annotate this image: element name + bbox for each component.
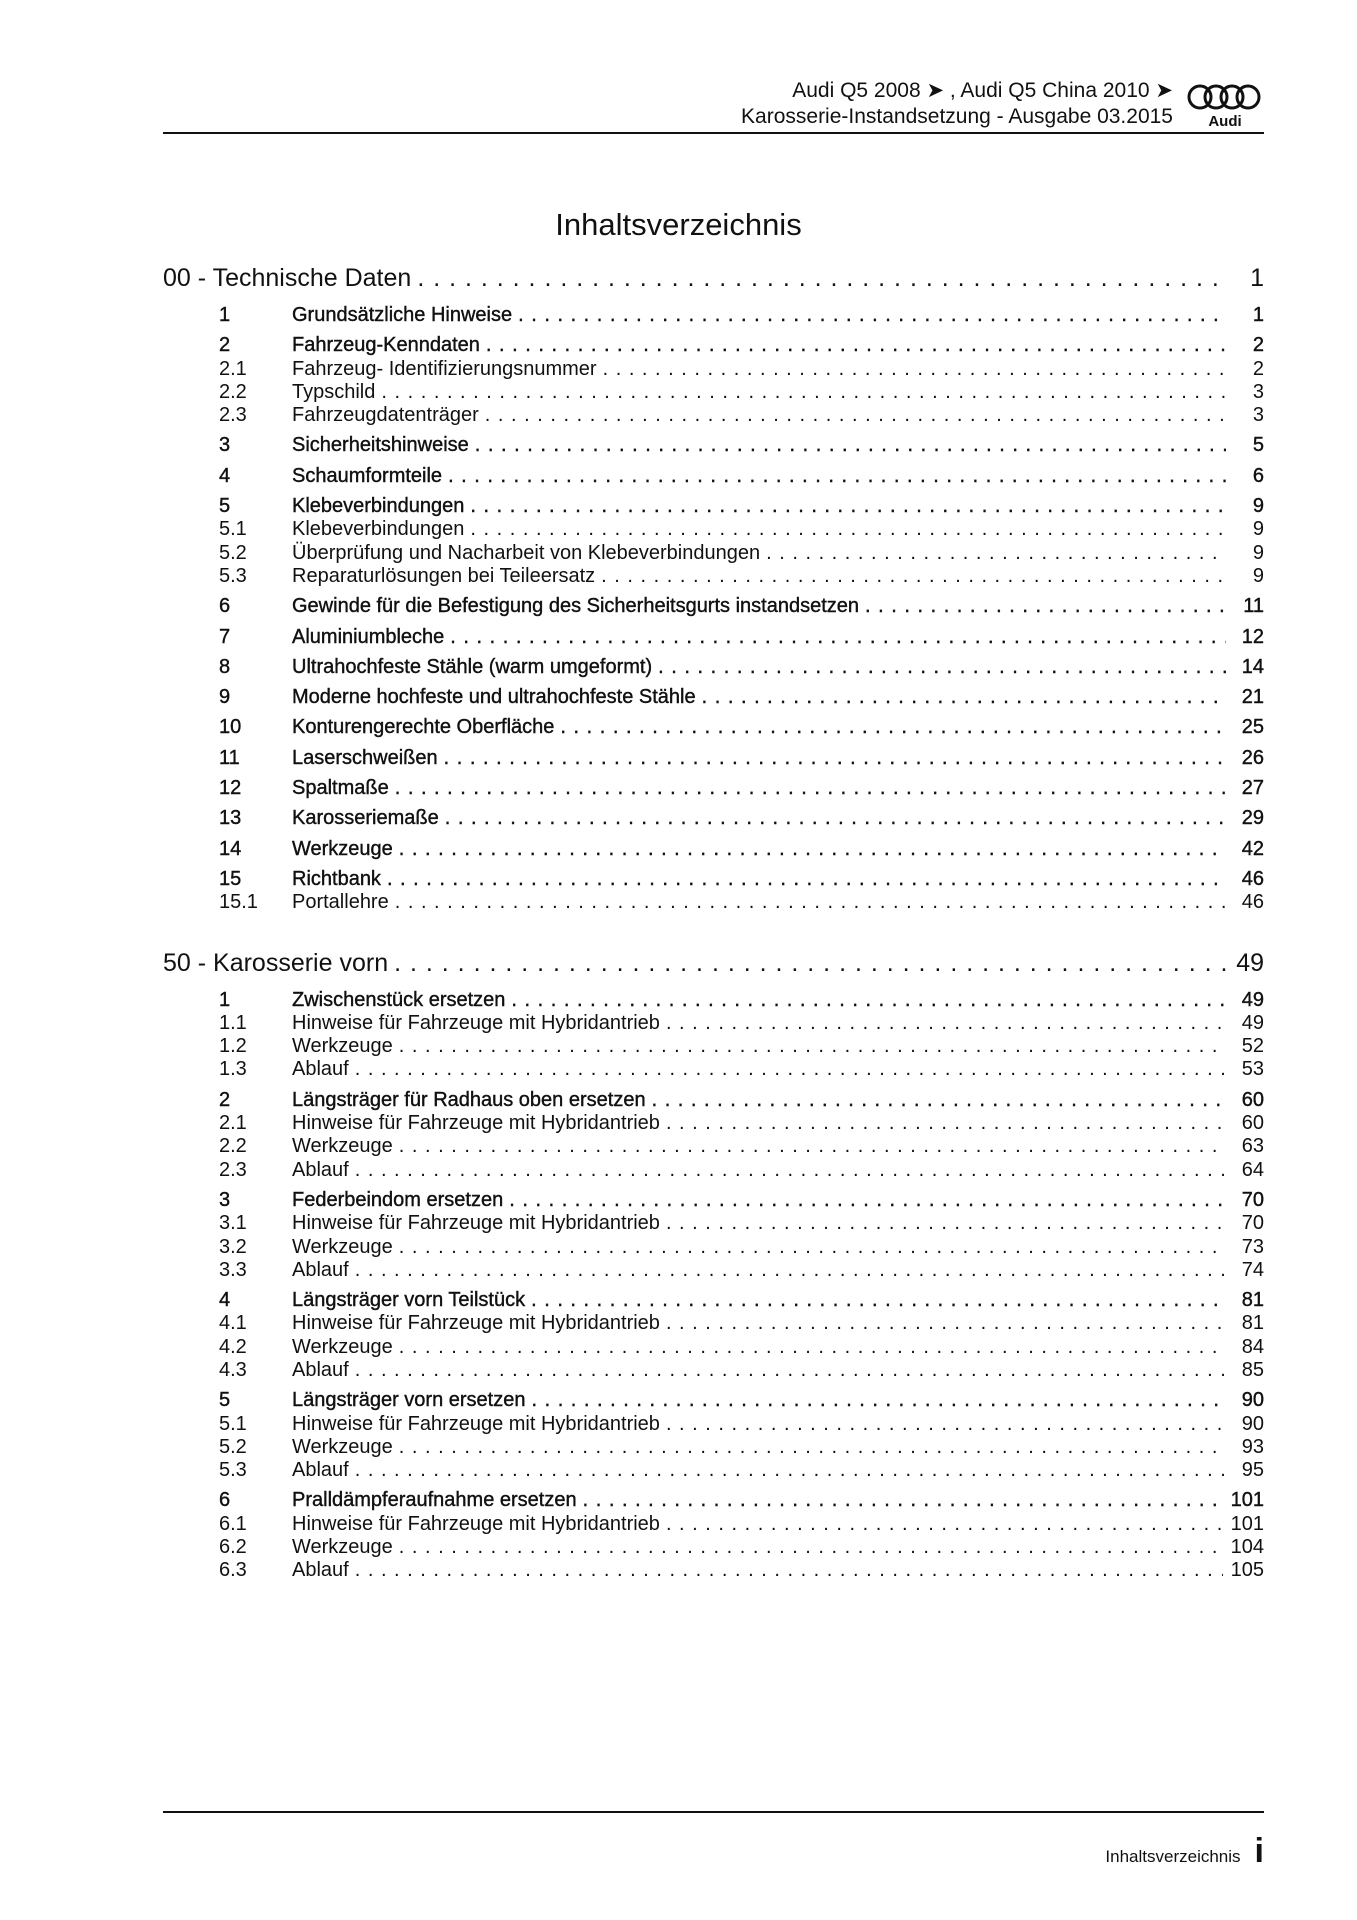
toc-leader-dots	[399, 1336, 1226, 1359]
toc-leader-dots	[560, 716, 1226, 739]
toc-entry-number: 1.2	[219, 1035, 247, 1058]
toc-leader-dots	[603, 358, 1226, 381]
toc-leader-dots	[399, 1135, 1226, 1158]
toc-leader-dots	[445, 807, 1226, 830]
toc-entry-title: Schaumformteile	[292, 464, 443, 487]
toc-entry-page: 60	[1241, 1088, 1264, 1111]
toc-entry-page: 9	[1252, 541, 1264, 564]
toc-section[interactable]	[163, 595, 1264, 618]
toc-leader-dots	[355, 1559, 1223, 1582]
toc-leader-dots	[766, 542, 1226, 565]
toc-entry-title: Ablauf	[292, 1559, 349, 1582]
toc-leader-dots	[355, 1259, 1226, 1282]
toc-section[interactable]	[163, 334, 1264, 357]
toc-leader-dots	[355, 1058, 1226, 1081]
toc-section[interactable]	[163, 989, 1264, 1012]
toc-leader-dots	[601, 565, 1226, 588]
toc-entry-title: Pralldämpferaufnahme ersetzen	[292, 1489, 577, 1512]
page-footer	[1105, 1832, 1264, 1871]
toc-subsection[interactable]	[163, 1336, 1264, 1359]
toc-section[interactable]	[163, 656, 1264, 679]
toc-leader-dots	[865, 595, 1226, 618]
logo-wordmark: Audi	[1208, 113, 1242, 130]
toc-entry-title: Federbeindom ersetzen	[292, 1188, 504, 1211]
toc-entry-title: Sicherheitshinweise	[292, 434, 469, 457]
toc-entry-number: 10	[219, 716, 242, 739]
toc-entry-page: 26	[1241, 746, 1264, 769]
toc-leader-dots	[450, 626, 1226, 649]
toc-entry-title: Fahrzeug- Identifizierungsnummer	[292, 357, 597, 380]
toc-leader-dots	[531, 1289, 1226, 1312]
toc-entry-number: 2.1	[219, 1112, 247, 1135]
toc-subsection[interactable]	[163, 542, 1264, 565]
toc-entry-page: 70	[1241, 1188, 1264, 1211]
toc-leader-dots	[399, 1236, 1226, 1259]
toc-entry-page: 14	[1241, 655, 1264, 678]
toc-entry-number: 13	[219, 807, 242, 830]
toc-leader-dots	[485, 404, 1226, 427]
toc-leader-dots	[395, 777, 1226, 800]
toc-subsection[interactable]	[163, 1159, 1264, 1182]
toc-entry-title: Spaltmaße	[292, 777, 389, 800]
toc-leader-dots	[658, 656, 1226, 679]
toc-leader-dots	[399, 1436, 1226, 1459]
toc-entry-number: 1.3	[219, 1058, 247, 1081]
toc-entry-number: 5	[219, 495, 231, 518]
toc-entry-number: 9	[219, 686, 231, 709]
toc-subsection[interactable]	[163, 404, 1264, 427]
toc-entry-page: 46	[1241, 867, 1264, 890]
toc-leader-dots	[509, 1189, 1226, 1212]
toc-leader-dots	[355, 1359, 1226, 1382]
toc-entry-page: 81	[1241, 1312, 1264, 1335]
toc-entry-title: Moderne hochfeste und ultrahochfeste Stähle	[292, 686, 696, 709]
toc-section[interactable]	[163, 465, 1264, 488]
toc-entry-number: 7	[219, 625, 231, 648]
toc-entry-title: Werkzeuge	[292, 1235, 393, 1258]
toc-entry-title: Gewinde für die Befestigung des Sicherheitsgurts instandsetzen	[292, 595, 860, 618]
toc-entry-number: 1.1	[219, 1011, 247, 1034]
toc-section[interactable]	[163, 868, 1264, 891]
toc-entry-title: Werkzeuge	[292, 1135, 393, 1158]
toc-entry-title: Klebeverbindungen	[292, 495, 465, 518]
toc-entry-title: Richtbank	[292, 867, 381, 890]
toc-leader-dots	[448, 465, 1226, 488]
toc-entry-page: 2	[1252, 357, 1264, 380]
toc-entry-title: Längsträger für Radhaus oben ersetzen	[292, 1088, 646, 1111]
toc-entry-page: 95	[1241, 1459, 1264, 1482]
toc-section[interactable]	[163, 716, 1264, 739]
toc-entry-number: 2.1	[219, 357, 247, 380]
toc-entry-page: 6	[1252, 464, 1264, 487]
toc-chapter-page: 49	[1236, 948, 1264, 977]
toc-section[interactable]	[163, 626, 1264, 649]
toc-entry-page: 9	[1252, 564, 1264, 587]
toc-entry-number: 3.2	[219, 1235, 247, 1258]
toc-entry-number: 5.2	[219, 1435, 247, 1458]
toc-leader-dots	[355, 1459, 1226, 1482]
toc-entry-page: 3	[1252, 404, 1264, 427]
toc-entry-number: 6.2	[219, 1536, 247, 1559]
toc-entry-title: Werkzeuge	[292, 837, 393, 860]
toc-entry-number: 8	[219, 655, 231, 678]
toc-entry-number: 1	[219, 304, 231, 326]
toc-entry-number: 4	[219, 464, 231, 487]
toc-subsection[interactable]	[163, 1436, 1264, 1459]
header-text	[741, 78, 1173, 130]
toc-section[interactable]	[163, 495, 1264, 518]
toc-entry-title: Ultrahochfeste Stähle (warm umgeformt)	[292, 655, 653, 678]
toc-entry-number: 4.1	[219, 1312, 247, 1335]
page-title: Inhaltsverzeichnis	[555, 206, 802, 242]
toc-entry-page: 53	[1241, 1058, 1264, 1081]
toc-entry-title: Karosseriemaße	[292, 807, 439, 830]
toc-entry-title: Hinweise für Fahrzeuge mit Hybridantrieb	[292, 1011, 660, 1034]
toc-entry-page: 70	[1241, 1212, 1264, 1235]
toc-subsection[interactable]	[163, 1035, 1264, 1058]
table-of-contents	[163, 264, 1264, 1583]
toc-leader-dots	[394, 949, 1226, 978]
toc-entry-title: Klebeverbindungen	[292, 518, 465, 541]
header-subtitle: Karosserie-Instandsetzung - Ausgabe 03.2015	[741, 105, 1173, 128]
toc-leader-dots	[666, 1312, 1226, 1335]
toc-leader-dots	[399, 1536, 1223, 1559]
toc-entry-page: 5	[1252, 434, 1264, 457]
toc-entry-number: 5.1	[219, 1412, 247, 1435]
toc-entry-number: 11	[219, 746, 240, 769]
toc-entry-title: Fahrzeugdatenträger	[292, 404, 479, 427]
toc-entry-number: 3	[219, 1188, 231, 1211]
toc-chapter[interactable]	[163, 264, 1264, 304]
toc-entry-number: 14	[219, 837, 242, 860]
toc-entry-number: 1	[219, 988, 231, 1011]
audi-logo-icon	[1185, 82, 1265, 130]
toc-chapter-title: 50 - Karosserie vorn	[163, 948, 389, 977]
toc-entry-number: 2	[219, 334, 231, 357]
toc-leader-dots	[395, 891, 1226, 914]
toc-subsection[interactable]	[163, 518, 1264, 541]
toc-entry-page: 81	[1241, 1289, 1264, 1312]
toc-entry-number: 2	[219, 1088, 231, 1111]
toc-section[interactable]	[163, 304, 1264, 327]
toc-leader-dots	[387, 868, 1226, 891]
toc-entry-number: 6	[219, 1489, 231, 1512]
toc-entry-number: 5.3	[219, 1459, 247, 1482]
toc-section[interactable]	[163, 838, 1264, 861]
toc-entry-number: 2.3	[219, 404, 247, 427]
toc-entry-page: 42	[1241, 837, 1264, 860]
toc-entry-number: 2.3	[219, 1158, 247, 1181]
header-title: Audi Q5 2008 ➤ , Audi Q5 China 2010 ➤	[792, 79, 1173, 102]
toc-section[interactable]	[163, 807, 1264, 830]
toc-subsection[interactable]	[163, 1058, 1264, 1081]
toc-chapter[interactable]	[163, 949, 1264, 989]
toc-entry-number: 5.3	[219, 564, 247, 587]
toc-entry-page: 1	[1252, 304, 1264, 326]
toc-entry-title: Längsträger vorn ersetzen	[292, 1389, 526, 1412]
toc-section[interactable]	[163, 1489, 1264, 1512]
toc-entry-title: Ablauf	[292, 1058, 349, 1081]
toc-subsection[interactable]	[163, 1559, 1264, 1582]
toc-entry-title: Portallehre	[292, 891, 389, 914]
toc-leader-dots	[666, 1413, 1226, 1436]
toc-entry-page: 84	[1241, 1335, 1264, 1358]
toc-section[interactable]	[163, 1389, 1264, 1412]
toc-entry-page: 49	[1241, 988, 1264, 1011]
toc-leader-dots	[381, 381, 1226, 404]
footer-label: Inhaltsverzeichnis	[1105, 1847, 1241, 1866]
toc-entry-title: Konturengerechte Oberfläche	[292, 716, 555, 739]
toc-entry-number: 4.2	[219, 1335, 247, 1358]
toc-entry-number: 3	[219, 434, 231, 457]
toc-entry-page: 90	[1241, 1389, 1264, 1412]
toc-entry-title: Ablauf	[292, 1258, 349, 1281]
toc-leader-dots	[355, 1159, 1226, 1182]
toc-entry-title: Hinweise für Fahrzeuge mit Hybridantrieb	[292, 1312, 660, 1335]
toc-entry-number: 3.3	[219, 1258, 247, 1281]
toc-entry-number: 6	[219, 595, 231, 618]
toc-entry-page: 60	[1241, 1112, 1264, 1135]
toc-entry-page: 105	[1230, 1559, 1264, 1582]
toc-entry-page: 49	[1241, 1011, 1264, 1034]
toc-entry-title: Zwischenstück ersetzen	[292, 988, 506, 1011]
toc-entry-page: 9	[1252, 495, 1264, 518]
toc-entry-page: 2	[1252, 334, 1264, 357]
toc-leader-dots	[666, 1112, 1226, 1135]
toc-section[interactable]	[163, 777, 1264, 800]
toc-subsection[interactable]	[163, 1536, 1264, 1559]
toc-entry-page: 63	[1241, 1135, 1264, 1158]
toc-entry-title: Grundsätzliche Hinweise	[292, 304, 513, 326]
toc-entry-page: 25	[1241, 716, 1264, 739]
page-header	[163, 78, 1265, 134]
toc-leader-dots	[666, 1212, 1226, 1235]
toc-entry-number: 15	[219, 867, 242, 890]
toc-entry-title: Hinweise für Fahrzeuge mit Hybridantrieb	[292, 1212, 660, 1235]
toc-subsection[interactable]	[163, 565, 1264, 588]
toc-entry-title: Überprüfung und Nacharbeit von Klebeverbindungen	[292, 541, 761, 564]
toc-leader-dots	[486, 334, 1226, 357]
toc-section[interactable]	[163, 434, 1264, 457]
toc-entry-title: Werkzeuge	[292, 1335, 393, 1358]
toc-subsection[interactable]	[163, 891, 1264, 914]
toc-entry-page: 74	[1241, 1258, 1264, 1281]
footer-page-number: i	[1254, 1832, 1264, 1870]
toc-entry-number: 2.2	[219, 380, 247, 403]
toc-entry-page: 104	[1230, 1536, 1264, 1559]
toc-leader-dots	[444, 747, 1226, 770]
toc-entry-page: 101	[1230, 1489, 1264, 1512]
toc-chapter-title: 00 - Technische Daten	[163, 264, 412, 292]
toc-entry-title: Werkzeuge	[292, 1536, 393, 1559]
toc-entry-title: Ablauf	[292, 1158, 349, 1181]
toc-entry-page: 27	[1241, 777, 1264, 800]
toc-leader-dots	[399, 838, 1226, 861]
toc-section[interactable]	[163, 686, 1264, 709]
toc-section[interactable]	[163, 1189, 1264, 1212]
toc-leader-dots	[470, 495, 1226, 518]
toc-entry-page: 52	[1241, 1035, 1264, 1058]
toc-chapter-page: 1	[1250, 264, 1264, 292]
toc-entry-number: 5.2	[219, 541, 247, 564]
toc-entry-number: 12	[219, 777, 242, 800]
toc-subsection[interactable]	[163, 1012, 1264, 1035]
toc-entry-number: 3.1	[219, 1212, 247, 1235]
toc-entry-page: 3	[1252, 380, 1264, 403]
toc-entry-title: Laserschweißen	[292, 746, 438, 769]
toc-entry-number: 4.3	[219, 1358, 247, 1381]
toc-entry-number: 5	[219, 1389, 231, 1412]
toc-entry-page: 46	[1241, 891, 1264, 914]
toc-entry-page: 90	[1241, 1412, 1264, 1435]
toc-subsection[interactable]	[163, 1236, 1264, 1259]
toc-subsection[interactable]	[163, 381, 1264, 404]
toc-section[interactable]	[163, 1289, 1264, 1312]
toc-entry-page: 12	[1241, 625, 1264, 648]
toc-entry-page: 64	[1241, 1158, 1264, 1181]
toc-entry-title: Werkzeuge	[292, 1035, 393, 1058]
toc-subsection[interactable]	[163, 1135, 1264, 1158]
toc-leader-dots	[518, 304, 1226, 327]
toc-leader-dots	[531, 1389, 1226, 1412]
toc-entry-title: Hinweise für Fahrzeuge mit Hybridantrieb	[292, 1112, 660, 1135]
toc-leader-dots	[399, 1035, 1226, 1058]
toc-entry-title: Hinweise für Fahrzeuge mit Hybridantrieb	[292, 1412, 660, 1435]
toc-entry-number: 2.2	[219, 1135, 247, 1158]
toc-entry-title: Ablauf	[292, 1358, 349, 1381]
footer-rule	[163, 1811, 1264, 1813]
toc-entry-page: 73	[1241, 1235, 1264, 1258]
toc-entry-title: Ablauf	[292, 1459, 349, 1482]
toc-subsection[interactable]	[163, 1212, 1264, 1235]
toc-entry-page: 21	[1241, 686, 1264, 709]
toc-subsection[interactable]	[163, 1259, 1264, 1282]
toc-entry-number: 6.3	[219, 1559, 247, 1582]
toc-subsection[interactable]	[163, 358, 1264, 381]
toc-leader-dots	[475, 434, 1226, 457]
toc-entry-page: 101	[1230, 1512, 1264, 1535]
toc-subsection[interactable]	[163, 1459, 1264, 1482]
toc-entry-title: Längsträger vorn Teilstück	[292, 1289, 526, 1312]
toc-leader-dots	[417, 264, 1226, 293]
toc-entry-number: 4	[219, 1289, 231, 1312]
toc-subsection[interactable]	[163, 1359, 1264, 1382]
toc-leader-dots	[652, 1089, 1226, 1112]
toc-entry-page: 9	[1252, 518, 1264, 541]
toc-entry-title: Werkzeuge	[292, 1435, 393, 1458]
toc-entry-page: 29	[1241, 807, 1264, 830]
toc-subsection[interactable]	[163, 1312, 1264, 1335]
toc-subsection[interactable]	[163, 1513, 1264, 1536]
toc-entry-title: Typschild	[292, 380, 376, 403]
toc-entry-page: 11	[1243, 595, 1264, 618]
toc-entry-number: 6.1	[219, 1512, 247, 1535]
toc-section[interactable]	[163, 1089, 1264, 1112]
header-rule	[163, 132, 1264, 134]
toc-subsection[interactable]	[163, 1413, 1264, 1436]
toc-leader-dots	[702, 686, 1226, 709]
toc-entry-page: 85	[1241, 1358, 1264, 1381]
toc-section[interactable]	[163, 747, 1264, 770]
toc-entry-title: Aluminiumbleche	[292, 625, 445, 648]
toc-leader-dots	[470, 518, 1226, 541]
toc-leader-dots	[583, 1489, 1223, 1512]
toc-leader-dots	[666, 1012, 1226, 1035]
toc-entry-title: Fahrzeug-Kenndaten	[292, 334, 480, 357]
toc-leader-dots	[666, 1513, 1223, 1536]
toc-entry-number: 5.1	[219, 518, 247, 541]
toc-entry-title: Hinweise für Fahrzeuge mit Hybridantrieb	[292, 1512, 660, 1535]
toc-subsection[interactable]	[163, 1112, 1264, 1135]
toc-entry-page: 93	[1241, 1435, 1264, 1458]
toc-entry-title: Reparaturlösungen bei Teileersatz	[292, 564, 596, 587]
toc-leader-dots	[511, 989, 1226, 1012]
toc-entry-number: 15.1	[219, 891, 258, 914]
